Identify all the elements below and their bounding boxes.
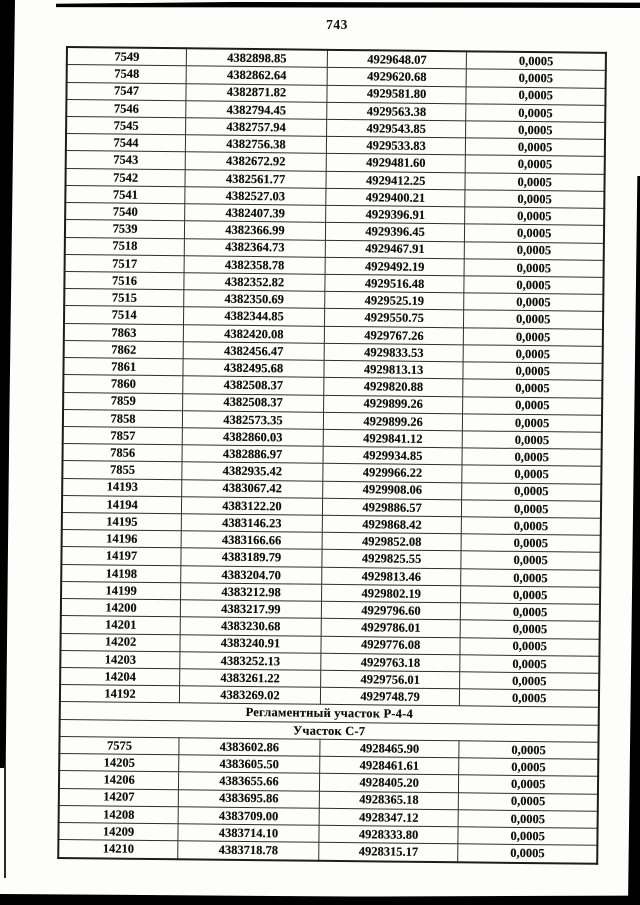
coordinate-y-cell: 4929533.83	[326, 137, 466, 156]
coordinate-x-cell: 4383212.98	[181, 583, 322, 602]
coordinate-table-body	[58, 47, 606, 864]
coordinate-x-cell: 4382862.64	[186, 66, 327, 85]
coordinate-y-cell: 4929543.85	[326, 119, 466, 138]
coordinate-y-cell: 4929825.55	[322, 550, 462, 569]
point-id-cell: 7862	[64, 340, 184, 359]
coordinate-y-cell: 4929966.22	[323, 464, 463, 483]
precision-cell: 0,0005	[465, 173, 604, 192]
point-id-cell: 7518	[65, 237, 185, 256]
coordinate-y-cell: 4929796.60	[321, 601, 461, 620]
point-id-cell: 14208	[59, 805, 179, 824]
coordinate-x-cell: 4382350.69	[184, 290, 325, 309]
point-id-cell: 7546	[66, 99, 186, 118]
point-id-cell: 14206	[59, 771, 179, 790]
point-id-cell: 7544	[66, 134, 186, 153]
point-id-cell: 14205	[59, 754, 179, 773]
precision-cell: 0,0005	[466, 86, 605, 105]
coordinate-y-cell: 4929841.12	[323, 429, 463, 448]
precision-cell: 0,0005	[459, 775, 598, 794]
coordinate-x-cell: 4382344.85	[184, 307, 325, 326]
point-id-cell: 7540	[65, 203, 185, 222]
point-id-cell: 7861	[63, 358, 183, 377]
coordinate-y-cell: 4929516.48	[325, 274, 465, 293]
page-number: 743	[326, 17, 348, 32]
precision-cell: 0,0005	[458, 810, 597, 829]
precision-cell: 0,0005	[463, 379, 602, 398]
coordinate-y-cell: 4929934.85	[323, 446, 463, 465]
coordinate-y-cell: 4929833.53	[324, 343, 464, 362]
coordinate-y-cell: 4929492.19	[325, 257, 465, 276]
precision-cell: 0,0005	[466, 155, 605, 174]
coordinate-y-cell: 4929899.26	[323, 412, 463, 431]
coordinate-y-cell: 4929467.91	[325, 240, 465, 259]
point-id-cell: 14204	[60, 667, 180, 686]
point-id-cell: 7548	[67, 65, 187, 84]
coordinate-x-cell: 4382871.82	[186, 83, 327, 102]
coordinate-x-cell: 4382364.73	[184, 238, 325, 257]
precision-cell: 0,0005	[464, 310, 603, 329]
coordinate-x-cell: 4382527.03	[185, 187, 326, 206]
point-id-cell: 14201	[61, 616, 181, 635]
coordinate-y-cell: 4929813.46	[322, 567, 462, 586]
coordinate-x-cell: 4382935.42	[182, 462, 323, 481]
precision-cell: 0,0005	[461, 534, 600, 553]
coordinate-y-cell: 4929525.19	[325, 292, 465, 311]
precision-cell: 0,0005	[461, 586, 600, 605]
coordinate-y-cell: 4929802.19	[321, 584, 461, 603]
coordinate-y-cell: 4929748.79	[320, 688, 460, 707]
precision-cell: 0,0005	[465, 207, 604, 226]
precision-cell: 0,0005	[464, 293, 603, 312]
precision-cell: 0,0005	[463, 431, 602, 450]
coordinate-x-cell: 4382573.35	[183, 411, 324, 430]
point-id-cell: 7545	[66, 117, 186, 136]
coordinate-x-cell: 4383602.86	[179, 738, 320, 757]
point-id-cell: 7539	[65, 220, 185, 239]
point-id-cell: 14207	[59, 788, 179, 807]
point-id-cell: 7549	[67, 47, 187, 66]
point-id-cell: 7516	[64, 271, 184, 290]
precision-cell: 0,0005	[464, 345, 603, 364]
coordinate-y-cell: 4929396.91	[325, 205, 465, 224]
point-id-cell: 7860	[63, 375, 183, 394]
precision-cell: 0,0005	[461, 551, 600, 570]
point-id-cell: 7575	[59, 736, 179, 755]
precision-cell: 0,0005	[460, 672, 599, 691]
precision-cell: 0,0005	[459, 758, 598, 777]
coordinate-x-cell: 4382358.78	[184, 256, 325, 275]
coordinate-x-cell: 4382672.92	[185, 152, 326, 171]
coordinate-x-cell: 4382756.38	[186, 135, 327, 154]
coordinate-x-cell: 4383204.70	[181, 565, 322, 584]
coordinate-y-cell: 4929756.01	[320, 670, 460, 689]
precision-cell: 0,0005	[460, 689, 599, 708]
coordinate-y-cell: 4929550.75	[324, 309, 464, 328]
coordinate-y-cell: 4928333.80	[319, 825, 459, 844]
coordinate-y-cell: 4929620.68	[327, 68, 467, 87]
coordinate-x-cell: 4383146.23	[181, 514, 322, 533]
coordinate-x-cell: 4383166.66	[181, 531, 322, 550]
coordinate-y-cell: 4929820.88	[324, 378, 464, 397]
coordinate-y-cell: 4929563.38	[327, 102, 467, 121]
precision-cell: 0,0005	[465, 224, 604, 243]
point-id-cell: 7515	[64, 289, 184, 308]
coordinate-x-cell: 4382456.47	[183, 342, 324, 361]
coordinate-y-cell: 4928365.18	[319, 791, 459, 810]
coordinate-x-cell: 4382366.99	[185, 221, 326, 240]
precision-cell: 0,0005	[461, 569, 600, 588]
point-id-cell: 7517	[65, 254, 185, 273]
coordinate-x-cell: 4383269.02	[180, 686, 321, 705]
point-id-cell: 14198	[61, 564, 181, 583]
precision-cell: 0,0005	[465, 190, 604, 209]
precision-cell: 0,0005	[467, 51, 606, 70]
coordinate-x-cell: 4382352.82	[184, 273, 325, 292]
precision-cell: 0,0005	[460, 637, 599, 656]
coordinate-x-cell: 4383695.86	[178, 789, 319, 808]
point-id-cell: 14200	[61, 599, 181, 618]
coordinate-y-cell: 4929396.45	[325, 223, 465, 242]
coordinate-y-cell: 4929813.13	[324, 360, 464, 379]
precision-cell: 0,0005	[461, 603, 600, 622]
coordinate-y-cell: 4929412.25	[326, 171, 466, 190]
coordinate-y-cell: 4928347.12	[319, 808, 459, 827]
precision-cell: 0,0005	[459, 741, 598, 760]
precision-cell: 0,0005	[464, 327, 603, 346]
precision-cell: 0,0005	[466, 121, 605, 140]
point-id-cell: 14195	[62, 513, 182, 532]
coordinate-y-cell: 4929786.01	[321, 619, 461, 638]
point-id-cell: 14197	[61, 547, 181, 566]
precision-cell: 0,0005	[465, 241, 604, 260]
coordinate-y-cell: 4928405.20	[319, 774, 459, 793]
coordinate-x-cell: 4382860.03	[182, 428, 323, 447]
coordinate-y-cell: 4928461.61	[319, 756, 459, 775]
scan-artifact-bottom-edge	[0, 892, 640, 905]
precision-cell: 0,0005	[464, 276, 603, 295]
coordinate-x-cell: 4382407.39	[185, 204, 326, 223]
point-id-cell: 7856	[63, 444, 183, 463]
precision-cell: 0,0005	[463, 362, 602, 381]
precision-cell: 0,0005	[462, 482, 601, 501]
coordinate-x-cell: 4382508.37	[183, 393, 324, 412]
point-id-cell: 14199	[61, 581, 181, 600]
coordinate-x-cell: 4383709.00	[178, 807, 319, 826]
coordinate-y-cell: 4929481.60	[326, 154, 466, 173]
point-id-cell: 14203	[60, 650, 180, 669]
coordinate-x-cell: 4383718.78	[178, 841, 319, 861]
coordinate-y-cell: 4929767.26	[324, 326, 464, 345]
coordinate-table	[57, 46, 607, 865]
point-id-cell: 7859	[63, 392, 183, 411]
coordinate-x-cell: 4383261.22	[180, 669, 321, 688]
coordinate-x-cell: 4383230.68	[180, 617, 321, 636]
coordinate-y-cell: 4929581.80	[327, 85, 467, 104]
coordinate-x-cell: 4382886.97	[182, 445, 323, 464]
coordinate-y-cell: 4929776.08	[321, 636, 461, 655]
point-id-cell: 7857	[63, 426, 183, 445]
scan-artifact-right-edge	[628, 176, 640, 905]
coordinate-x-cell: 4383252.13	[180, 652, 321, 671]
scan-artifact-top-edge	[56, 2, 640, 8]
precision-cell: 0,0005	[461, 620, 600, 639]
coordinate-x-cell: 4382794.45	[186, 101, 327, 120]
precision-cell: 0,0005	[466, 104, 605, 123]
coordinate-x-cell: 4383605.50	[179, 755, 320, 774]
point-id-cell: 7855	[62, 461, 182, 480]
coordinate-x-cell: 4383189.79	[181, 548, 322, 567]
section-header-label: Регламентный участок Р-4-4	[60, 702, 599, 725]
point-id-cell: 7543	[66, 151, 186, 170]
point-id-cell: 7541	[65, 185, 185, 204]
point-id-cell: 7514	[64, 306, 184, 325]
coordinate-y-cell: 4929400.21	[326, 188, 466, 207]
coordinate-x-cell: 4382495.68	[183, 359, 324, 378]
section-header-label: Участок С-7	[60, 719, 599, 742]
coordinate-y-cell: 4929763.18	[321, 653, 461, 672]
coordinate-x-cell: 4383217.99	[180, 600, 321, 619]
precision-cell: 0,0005	[462, 465, 601, 484]
coordinate-y-cell: 4928315.17	[319, 842, 459, 862]
precision-cell: 0,0005	[464, 259, 603, 278]
precision-cell: 0,0005	[458, 844, 597, 864]
coordinate-y-cell: 4929648.07	[327, 50, 467, 69]
precision-cell: 0,0005	[460, 655, 599, 674]
precision-cell: 0,0005	[462, 517, 601, 536]
coordinate-x-cell: 4383714.10	[178, 824, 319, 843]
point-id-cell: 7542	[65, 168, 185, 187]
scan-artifact-left-edge-tail	[4, 766, 6, 878]
coordinate-x-cell: 4382508.37	[183, 376, 324, 395]
coordinate-x-cell: 4382561.77	[185, 169, 326, 188]
coordinate-y-cell: 4929868.42	[322, 515, 462, 534]
point-id-cell: 14209	[58, 822, 178, 841]
point-id-cell: 7858	[63, 409, 183, 428]
precision-cell: 0,0005	[463, 414, 602, 433]
coordinate-y-cell: 4929852.08	[322, 533, 462, 552]
precision-cell: 0,0005	[462, 500, 601, 519]
scan-artifact-left-edge	[0, 0, 15, 768]
precision-cell: 0,0005	[463, 396, 602, 415]
precision-cell: 0,0005	[462, 448, 601, 467]
coordinate-y-cell: 4929908.06	[322, 481, 462, 500]
point-id-cell: 14193	[62, 478, 182, 497]
point-id-cell: 14196	[62, 530, 182, 549]
point-id-cell: 14194	[62, 495, 182, 514]
coordinate-x-cell: 4383655.66	[179, 772, 320, 791]
precision-cell: 0,0005	[466, 138, 605, 157]
point-id-cell: 7547	[66, 82, 186, 101]
precision-cell: 0,0005	[467, 69, 606, 88]
coordinate-x-cell: 4383067.42	[182, 479, 323, 498]
coordinate-y-cell: 4929886.57	[322, 498, 462, 517]
coordinate-x-cell: 4382898.85	[186, 48, 327, 67]
coordinate-x-cell: 4383122.20	[182, 497, 323, 516]
point-id-cell: 14210	[58, 840, 178, 860]
precision-cell: 0,0005	[458, 827, 597, 846]
coordinate-x-cell: 4382420.08	[183, 324, 324, 343]
coordinate-x-cell: 4383240.91	[180, 634, 321, 653]
coordinate-y-cell: 4929899.26	[323, 395, 463, 414]
coordinate-y-cell: 4928465.90	[320, 739, 460, 758]
coordinate-x-cell: 4382757.94	[186, 118, 327, 137]
point-id-cell: 14202	[60, 633, 180, 652]
precision-cell: 0,0005	[459, 792, 598, 811]
point-id-cell: 7863	[64, 323, 184, 342]
point-id-cell: 14192	[60, 685, 180, 704]
